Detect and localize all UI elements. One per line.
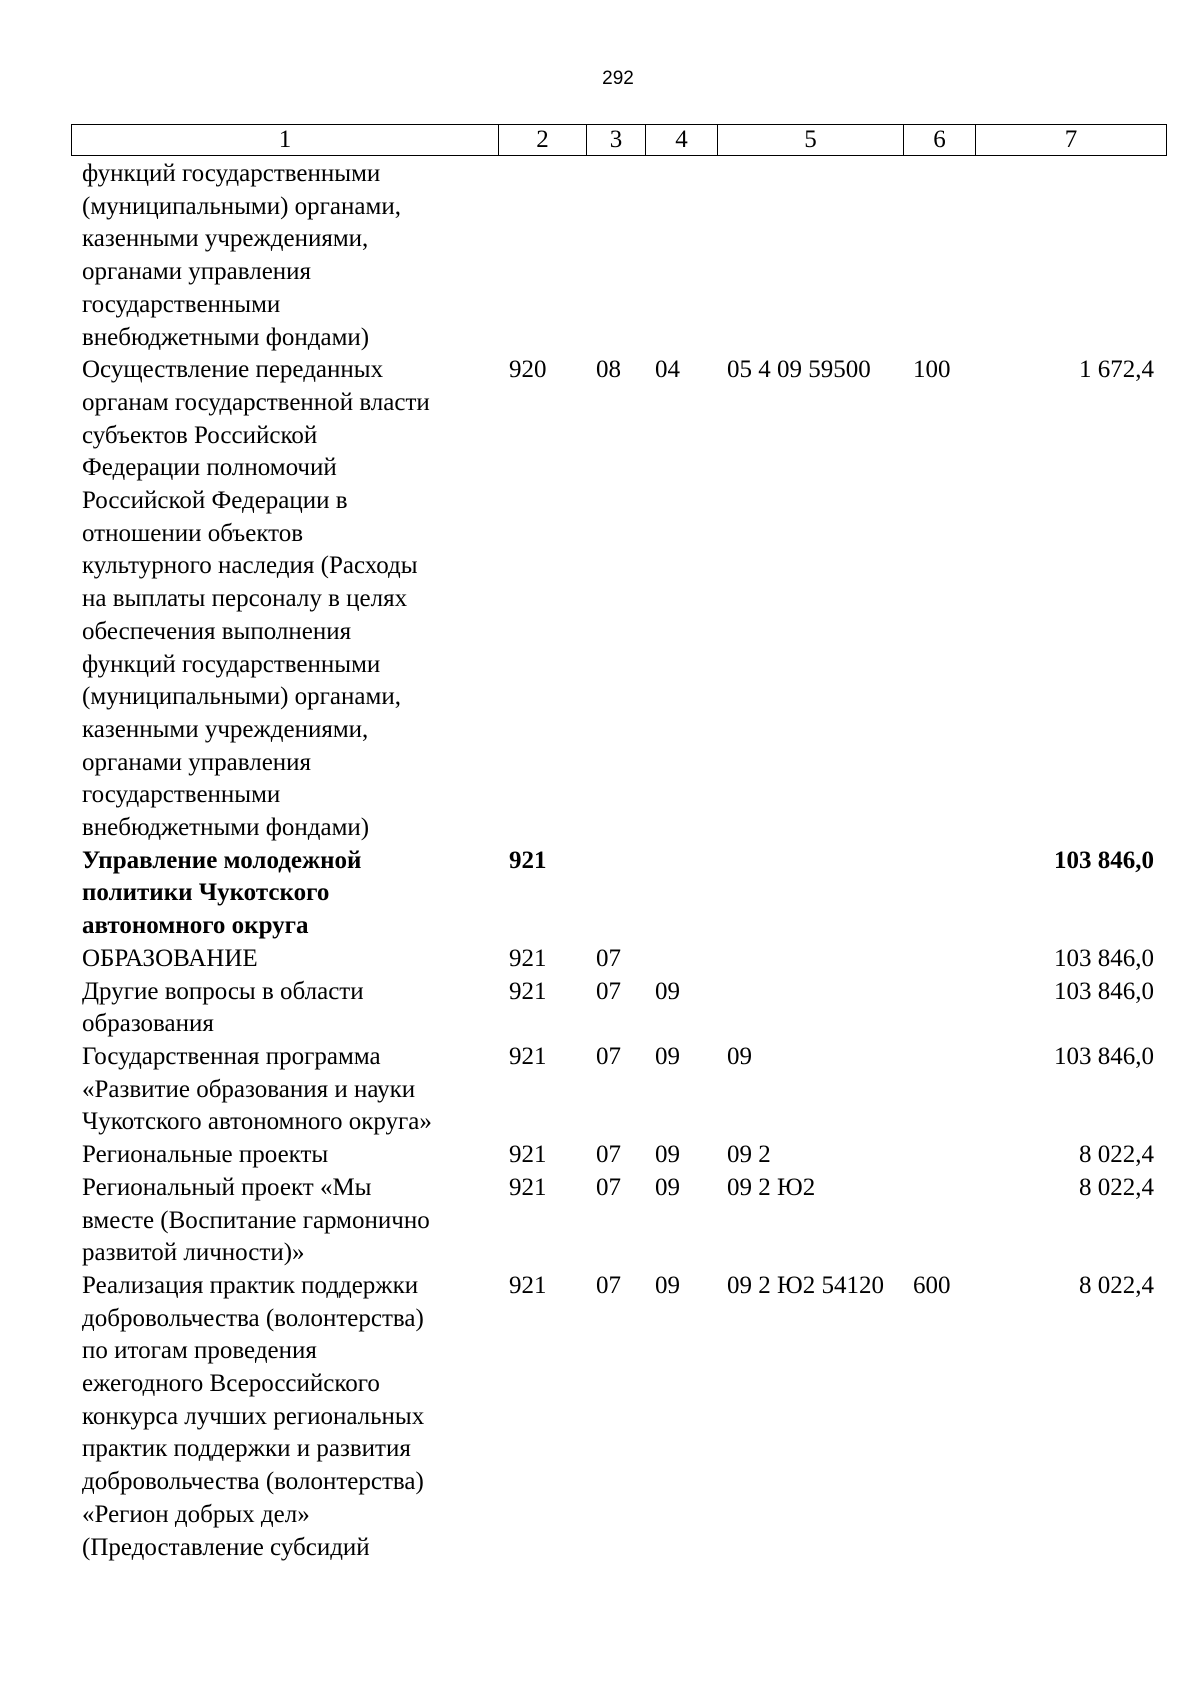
row-name-line: Государственная программа — [82, 1042, 381, 1070]
subsection-code — [645, 845, 717, 943]
ministry-code: 921 — [509, 1271, 547, 1299]
table-row — [71, 976, 1166, 1041]
row-name-line: функций государственными — [82, 160, 381, 187]
ministry-code: 920 — [509, 356, 547, 384]
expense-type-code — [903, 1041, 975, 1139]
row-name-line: Региональный проект «Мы — [82, 1173, 372, 1201]
amount — [975, 158, 1166, 354]
expense-type-code — [903, 943, 975, 976]
ministry-code: 921 — [509, 977, 547, 1005]
table-row — [71, 1172, 1166, 1270]
row-name-line: Федерации полномочий — [82, 454, 337, 482]
subsection-code — [645, 158, 717, 354]
column-header-5: 5 — [718, 125, 904, 156]
row-name-line: «Регион добрых дел» — [82, 1500, 310, 1528]
target-article-code: 09 2 — [727, 1141, 771, 1169]
row-name-line: политики Чукотского — [82, 879, 330, 907]
row-name-line: Управление молодежной — [82, 846, 362, 874]
amount: 103 846,0 — [1054, 944, 1154, 972]
row-name — [71, 1139, 498, 1172]
table-row — [71, 354, 1166, 845]
table-row — [71, 1270, 1166, 1564]
target-article-code: 09 — [727, 1042, 752, 1070]
row-name-line: Другие вопросы в области — [82, 977, 364, 1005]
section-code — [586, 845, 645, 943]
ministry-code: 921 — [509, 1141, 547, 1169]
row-name-line: образования — [82, 1010, 214, 1038]
row-name-line: практик поддержки и развития — [82, 1435, 411, 1463]
section-code: 07 — [596, 1271, 621, 1299]
ministry-code: 921 — [509, 1042, 547, 1070]
section-code: 07 — [596, 977, 621, 1005]
row-name — [71, 1172, 498, 1270]
section-code: 08 — [596, 356, 621, 384]
section-code: 07 — [596, 1141, 621, 1169]
page-number: 292 — [602, 68, 634, 89]
row-name-line: конкурса лучших региональных — [82, 1402, 425, 1430]
row-name — [71, 976, 498, 1041]
section-code: 07 — [596, 944, 621, 972]
subsection-code: 09 — [655, 1173, 680, 1201]
row-name-line: Реализация практик поддержки — [82, 1271, 419, 1299]
subsection-code: 09 — [655, 1141, 680, 1169]
ministry-code: 921 — [509, 846, 547, 874]
amount: 103 846,0 — [1054, 1042, 1154, 1070]
row-name-line: государственными — [82, 781, 281, 809]
row-name-line: обеспечения выполнения — [82, 617, 352, 645]
row-name-line: казенными учреждениями, — [82, 715, 369, 743]
subsection-code: 04 — [655, 356, 680, 384]
target-article-code: 09 2 Ю2 — [727, 1173, 816, 1201]
row-name-line: «Развитие образования и науки — [82, 1075, 416, 1103]
row-name-line: функций государственными — [82, 650, 381, 678]
expense-type-code — [903, 1139, 975, 1172]
row-name-line: государственными — [82, 290, 281, 318]
table-row — [71, 943, 1166, 976]
expense-type-code — [903, 1172, 975, 1270]
subsection-code: 09 — [655, 1042, 680, 1070]
target-article-code: 09 2 Ю2 54120 — [727, 1271, 884, 1299]
row-name — [71, 845, 498, 943]
ministry-code: 921 — [509, 1173, 547, 1201]
amount: 8 022,4 — [1079, 1271, 1154, 1299]
row-name-line: Российской Федерации в — [82, 487, 348, 515]
row-name-line: субъектов Российской — [82, 421, 318, 449]
row-name-line: добровольчества (волонтерства) — [82, 1304, 424, 1332]
row-name-line: органами управления — [82, 748, 312, 776]
row-name-line: органами управления — [82, 258, 312, 286]
amount: 8 022,4 — [1079, 1141, 1154, 1169]
table-row — [71, 158, 1166, 354]
row-name — [71, 1270, 498, 1564]
row-name-line: по итогам проведения — [82, 1337, 317, 1365]
target-article-code — [717, 943, 903, 976]
expense-type-code: 600 — [913, 1271, 951, 1299]
amount: 103 846,0 — [1054, 846, 1154, 874]
row-name-line: развитой личности)» — [82, 1239, 305, 1267]
column-header-table — [71, 124, 1167, 156]
row-name — [71, 158, 498, 354]
column-header-1: 1 — [72, 125, 499, 156]
amount: 1 672,4 — [1079, 356, 1154, 384]
expense-type-code — [903, 976, 975, 1041]
column-header-3: 3 — [587, 125, 646, 156]
section-code: 07 — [596, 1042, 621, 1070]
expense-type-code — [903, 845, 975, 943]
subsection-code: 09 — [655, 1271, 680, 1299]
row-name-line: (муниципальными) органами, — [82, 192, 401, 220]
expense-type-code: 100 — [913, 356, 951, 384]
expense-type-code — [903, 158, 975, 354]
row-name-line: (Предоставление субсидий — [82, 1533, 370, 1561]
row-name-line: добровольчества (волонтерства) — [82, 1468, 424, 1496]
table-row — [71, 1041, 1166, 1139]
ministry-code: 921 — [509, 944, 547, 972]
table-row — [71, 845, 1166, 943]
row-name-line: Региональные проекты — [82, 1141, 329, 1169]
row-name-line: ежегодного Всероссийского — [82, 1370, 380, 1398]
row-name — [71, 943, 498, 976]
section-code — [586, 158, 645, 354]
row-name — [71, 354, 498, 845]
target-article-code — [717, 845, 903, 943]
row-name-line: казенными учреждениями, — [82, 225, 369, 253]
column-header-4: 4 — [646, 125, 718, 156]
row-name-line: культурного наследия (Расходы — [82, 552, 418, 580]
target-article-code: 05 4 09 59500 — [727, 356, 871, 384]
section-code: 07 — [596, 1173, 621, 1201]
row-name-line: Чукотского автономного округа» — [82, 1108, 432, 1136]
row-name-line: на выплаты персоналу в целях — [82, 585, 408, 613]
row-name — [71, 1041, 498, 1139]
table-row — [71, 1139, 1166, 1172]
row-name-line: (муниципальными) органами, — [82, 683, 401, 711]
row-name-line: Осуществление переданных — [82, 356, 384, 384]
row-name-line: внебюджетными фондами) — [82, 323, 370, 351]
target-article-code — [717, 158, 903, 354]
amount: 103 846,0 — [1054, 977, 1154, 1005]
column-header-2: 2 — [499, 125, 587, 156]
row-name-line: автономного округа — [82, 912, 309, 940]
row-name-line: отношении объектов — [82, 519, 304, 547]
budget-table-body — [71, 158, 1166, 1564]
column-header-6: 6 — [904, 125, 976, 156]
row-name-line: внебюджетными фондами) — [82, 814, 370, 842]
row-name-line: вместе (Воспитание гармонично — [82, 1206, 430, 1234]
column-header-row — [72, 125, 1167, 156]
amount: 8 022,4 — [1079, 1173, 1154, 1201]
target-article-code — [717, 976, 903, 1041]
subsection-code — [645, 943, 717, 976]
row-name-line: ОБРАЗОВАНИЕ — [82, 944, 258, 972]
subsection-code: 09 — [655, 977, 680, 1005]
column-header-7: 7 — [976, 125, 1167, 156]
row-name-line: органам государственной власти — [82, 388, 430, 416]
ministry-code — [498, 158, 586, 354]
